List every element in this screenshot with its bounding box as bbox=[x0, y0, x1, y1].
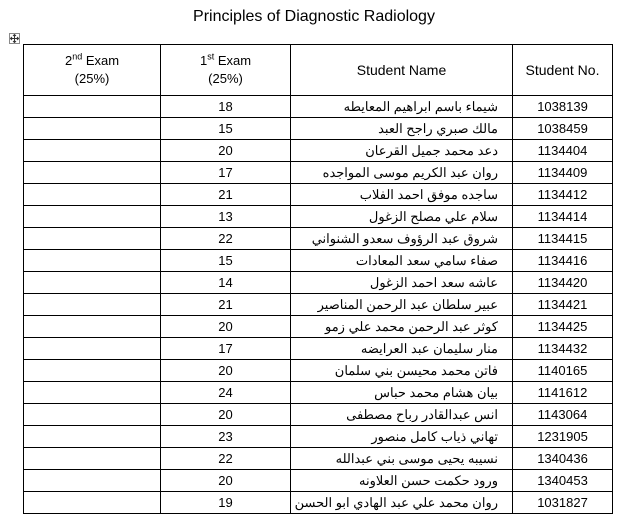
exam1-score-cell[interactable]: 19 bbox=[161, 492, 291, 514]
exam1-score-cell[interactable]: 17 bbox=[161, 338, 291, 360]
header-exam2-suffix: nd bbox=[72, 51, 83, 62]
exam2-score-cell[interactable] bbox=[24, 162, 161, 184]
exam2-score-cell[interactable] bbox=[24, 470, 161, 492]
student-number-cell[interactable]: 1134425 bbox=[513, 316, 613, 338]
exam1-score-cell[interactable]: 18 bbox=[161, 96, 291, 118]
header-exam2 bbox=[24, 45, 161, 96]
table-row bbox=[24, 470, 613, 492]
student-name-cell[interactable]: فاتن محمد محيسن بني سلمان bbox=[291, 360, 513, 382]
student-name-cell[interactable]: تهاني ذياب كامل منصور bbox=[291, 426, 513, 448]
table-row bbox=[24, 404, 613, 426]
exam2-score-cell[interactable] bbox=[24, 272, 161, 294]
exam2-score-cell[interactable] bbox=[24, 228, 161, 250]
student-number-cell[interactable]: 1038459 bbox=[513, 118, 613, 140]
table-row bbox=[24, 250, 613, 272]
grades-table bbox=[23, 44, 613, 514]
document-title: Principles of Diagnostic Radiology bbox=[193, 8, 435, 25]
student-number-cell[interactable]: 1231905 bbox=[513, 426, 613, 448]
table-row bbox=[24, 206, 613, 228]
header-exam1-ordinal: 1 bbox=[199, 53, 208, 68]
exam2-score-cell[interactable] bbox=[24, 426, 161, 448]
exam1-score-cell[interactable]: 20 bbox=[161, 404, 291, 426]
student-number-cell[interactable]: 1134409 bbox=[513, 162, 613, 184]
table-row bbox=[24, 316, 613, 338]
exam1-score-cell[interactable]: 20 bbox=[161, 360, 291, 382]
student-name-cell[interactable]: ساجده موفق احمد الفلاب bbox=[291, 184, 513, 206]
table-header-row bbox=[24, 45, 613, 96]
exam2-score-cell[interactable] bbox=[24, 316, 161, 338]
exam2-score-cell[interactable] bbox=[24, 448, 161, 470]
header-exam1-label: Exam bbox=[214, 53, 252, 68]
header-exam1-weight: (25%) bbox=[208, 71, 243, 86]
exam1-score-cell[interactable]: 17 bbox=[161, 162, 291, 184]
student-number-cell[interactable]: 1140165 bbox=[513, 360, 613, 382]
exam2-score-cell[interactable] bbox=[24, 206, 161, 228]
student-name-cell[interactable]: مالك صبري راجح العبد bbox=[291, 118, 513, 140]
student-number-cell[interactable]: 1134414 bbox=[513, 206, 613, 228]
table-row bbox=[24, 184, 613, 206]
header-exam2-ordinal: 2 bbox=[64, 53, 73, 68]
exam1-score-cell[interactable]: 15 bbox=[161, 250, 291, 272]
student-name-cell[interactable]: بيان هشام محمد حباس bbox=[291, 382, 513, 404]
student-name-cell[interactable]: سلام علي مصلح الزغول bbox=[291, 206, 513, 228]
table-row bbox=[24, 294, 613, 316]
student-number-cell[interactable]: 1031827 bbox=[513, 492, 613, 514]
student-name-cell[interactable]: شروق عبد الرؤوف سعدو الشنواني bbox=[291, 228, 513, 250]
exam1-score-cell[interactable]: 21 bbox=[161, 184, 291, 206]
exam2-score-cell[interactable] bbox=[24, 140, 161, 162]
student-name-cell[interactable]: كوثر عبد الرحمن محمد علي زمو bbox=[291, 316, 513, 338]
exam1-score-cell[interactable]: 23 bbox=[161, 426, 291, 448]
student-number-cell[interactable]: 1134404 bbox=[513, 140, 613, 162]
student-number-cell[interactable]: 1134432 bbox=[513, 338, 613, 360]
header-student-name: Student Name bbox=[291, 45, 513, 96]
student-name-cell[interactable]: انس عبدالقادر رباح مصطفى bbox=[291, 404, 513, 426]
table-row bbox=[24, 272, 613, 294]
header-exam2-weight: (25%) bbox=[74, 71, 110, 86]
exam2-score-cell[interactable] bbox=[24, 338, 161, 360]
student-name-cell[interactable]: عاشه سعد احمد الزغول bbox=[291, 272, 513, 294]
exam2-score-cell[interactable] bbox=[24, 294, 161, 316]
exam1-score-cell[interactable]: 24 bbox=[161, 382, 291, 404]
student-number-cell[interactable]: 1134421 bbox=[513, 294, 613, 316]
table-row bbox=[24, 228, 613, 250]
exam1-score-cell[interactable]: 14 bbox=[161, 272, 291, 294]
student-name-cell[interactable]: عبير سلطان عبد الرحمن المناصير bbox=[291, 294, 513, 316]
exam1-score-cell[interactable]: 22 bbox=[161, 448, 291, 470]
header-exam1-suffix: st bbox=[207, 51, 215, 62]
student-number-cell[interactable]: 1134415 bbox=[513, 228, 613, 250]
header-exam2-label: Exam bbox=[82, 53, 120, 68]
table-row bbox=[24, 96, 613, 118]
exam2-score-cell[interactable] bbox=[24, 360, 161, 382]
table-move-handle[interactable] bbox=[9, 33, 20, 44]
table-row bbox=[24, 448, 613, 470]
table-row bbox=[24, 162, 613, 184]
exam1-score-cell[interactable]: 13 bbox=[161, 206, 291, 228]
student-name-cell[interactable]: روان عبد الكريم موسى المواجده bbox=[291, 162, 513, 184]
table-row bbox=[24, 492, 613, 514]
exam2-score-cell[interactable] bbox=[24, 382, 161, 404]
header-exam1 bbox=[161, 45, 291, 96]
exam1-score-cell[interactable]: 15 bbox=[161, 118, 291, 140]
student-name-cell[interactable]: شيماء باسم ابراهيم المعايطه bbox=[291, 96, 513, 118]
exam2-score-cell[interactable] bbox=[24, 250, 161, 272]
exam2-score-cell[interactable] bbox=[24, 492, 161, 514]
exam1-score-cell[interactable]: 20 bbox=[161, 140, 291, 162]
exam1-score-cell[interactable]: 21 bbox=[161, 294, 291, 316]
exam2-score-cell[interactable] bbox=[24, 96, 161, 118]
student-name-cell[interactable]: ورود حكمت حسن العلاونه bbox=[291, 470, 513, 492]
student-number-cell[interactable]: 1340436 bbox=[513, 448, 613, 470]
student-name-cell[interactable]: دعد محمد جميل القرعان bbox=[291, 140, 513, 162]
table-row bbox=[24, 118, 613, 140]
student-name-cell[interactable]: نسيبه يحيى موسى بني عبدالله bbox=[291, 448, 513, 470]
exam2-score-cell[interactable] bbox=[24, 184, 161, 206]
header-student-no: Student No. bbox=[513, 45, 613, 96]
student-number-cell[interactable]: 1038139 bbox=[513, 96, 613, 118]
student-name-cell[interactable]: روان محمد علي عبد الهادي ابو الحسن bbox=[291, 492, 513, 514]
student-number-cell[interactable]: 1134420 bbox=[513, 272, 613, 294]
student-number-cell[interactable]: 1340453 bbox=[513, 470, 613, 492]
table-row bbox=[24, 382, 613, 404]
exam1-score-cell[interactable]: 20 bbox=[161, 316, 291, 338]
table-row bbox=[24, 360, 613, 382]
exam2-score-cell[interactable] bbox=[24, 118, 161, 140]
student-number-cell[interactable]: 1134416 bbox=[513, 250, 613, 272]
move-arrows-icon bbox=[10, 34, 19, 43]
table-row bbox=[24, 140, 613, 162]
exam1-score-cell[interactable]: 22 bbox=[161, 228, 291, 250]
student-number-cell[interactable]: 1143064 bbox=[513, 404, 613, 426]
student-number-cell[interactable]: 1134412 bbox=[513, 184, 613, 206]
grades-table-body bbox=[24, 96, 613, 514]
student-name-cell[interactable]: منار سليمان عبد العرايضه bbox=[291, 338, 513, 360]
table-row bbox=[24, 338, 613, 360]
table-row bbox=[24, 426, 613, 448]
student-name-cell[interactable]: صفاء سامي سعد المعادات bbox=[291, 250, 513, 272]
student-number-cell[interactable]: 1141612 bbox=[513, 382, 613, 404]
exam1-score-cell[interactable]: 20 bbox=[161, 470, 291, 492]
exam2-score-cell[interactable] bbox=[24, 404, 161, 426]
